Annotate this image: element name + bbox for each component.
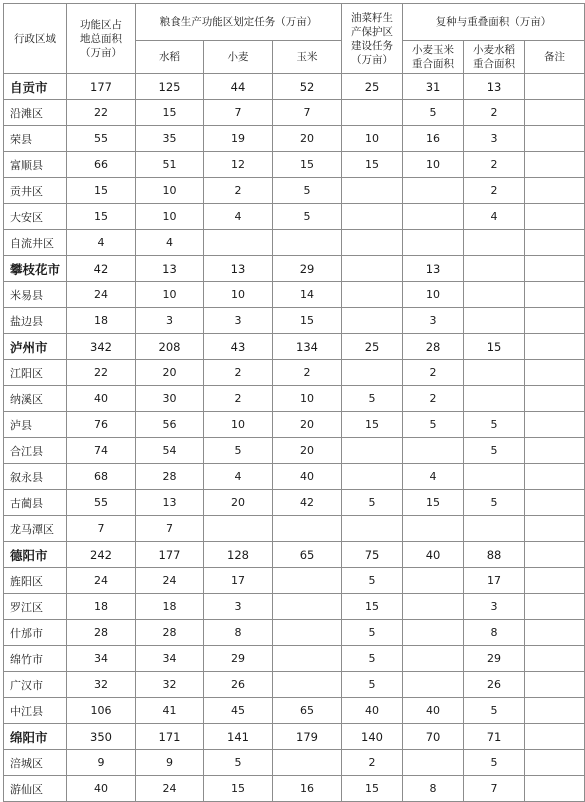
city-row <box>4 542 585 568</box>
rice-cell: 51 <box>136 152 204 178</box>
remarks-cell <box>525 152 585 178</box>
corn-cell <box>273 646 342 672</box>
remarks-cell <box>525 256 585 282</box>
rapeseed-cell: 2 <box>342 750 403 776</box>
wheat-cell: 2 <box>204 360 273 386</box>
header-overlap-group: 复种与重叠面积（万亩） <box>403 4 585 41</box>
table-row <box>4 516 585 542</box>
remarks-cell <box>525 620 585 646</box>
wheat-cell: 3 <box>204 594 273 620</box>
wheat-rice-overlap-cell: 4 <box>464 204 525 230</box>
table-row <box>4 282 585 308</box>
total-area-cell: 40 <box>67 776 136 802</box>
table-row <box>4 386 585 412</box>
table-row <box>4 750 585 776</box>
table-row <box>4 178 585 204</box>
header-corn: 玉米 <box>273 41 342 74</box>
wheat-corn-overlap-cell <box>403 672 464 698</box>
total-area-cell: 18 <box>67 308 136 334</box>
corn-cell: 15 <box>273 308 342 334</box>
region-cell: 自流井区 <box>4 230 67 256</box>
wheat-rice-overlap-cell: 26 <box>464 672 525 698</box>
wheat-cell: 141 <box>204 724 273 750</box>
table-row <box>4 152 585 178</box>
corn-cell <box>273 568 342 594</box>
rice-cell: 125 <box>136 74 204 100</box>
corn-cell: 40 <box>273 464 342 490</box>
wheat-cell: 17 <box>204 568 273 594</box>
remarks-cell <box>525 386 585 412</box>
remarks-cell <box>525 724 585 750</box>
rice-cell: 9 <box>136 750 204 776</box>
wheat-rice-overlap-cell: 13 <box>464 74 525 100</box>
rice-cell: 13 <box>136 256 204 282</box>
wheat-cell: 7 <box>204 100 273 126</box>
wheat-corn-overlap-cell <box>403 516 464 542</box>
wheat-rice-overlap-cell: 5 <box>464 438 525 464</box>
header-region: 行政区域 <box>4 4 67 74</box>
region-cell: 沿滩区 <box>4 100 67 126</box>
region-cell: 什邡市 <box>4 620 67 646</box>
table-row <box>4 568 585 594</box>
corn-cell: 42 <box>273 490 342 516</box>
total-area-cell: 68 <box>67 464 136 490</box>
total-area-cell: 28 <box>67 620 136 646</box>
region-cell: 泸县 <box>4 412 67 438</box>
table-row <box>4 620 585 646</box>
wheat-cell <box>204 230 273 256</box>
region-cell: 富顺县 <box>4 152 67 178</box>
wheat-corn-overlap-cell: 5 <box>403 412 464 438</box>
wheat-corn-overlap-cell <box>403 178 464 204</box>
rice-cell: 28 <box>136 464 204 490</box>
total-area-cell: 24 <box>67 568 136 594</box>
wheat-rice-overlap-cell: 17 <box>464 568 525 594</box>
total-area-cell: 34 <box>67 646 136 672</box>
wheat-corn-overlap-cell: 4 <box>403 464 464 490</box>
rapeseed-cell <box>342 256 403 282</box>
rapeseed-cell <box>342 100 403 126</box>
rapeseed-cell: 5 <box>342 646 403 672</box>
grain-function-zone-table <box>3 3 585 802</box>
rapeseed-cell: 75 <box>342 542 403 568</box>
remarks-cell <box>525 412 585 438</box>
remarks-cell <box>525 776 585 802</box>
wheat-rice-overlap-cell <box>464 386 525 412</box>
rapeseed-cell: 15 <box>342 594 403 620</box>
total-area-cell: 32 <box>67 672 136 698</box>
wheat-corn-overlap-cell <box>403 750 464 776</box>
region-cell: 叙永县 <box>4 464 67 490</box>
header-rice: 水稻 <box>136 41 204 74</box>
wheat-cell: 128 <box>204 542 273 568</box>
region-cell: 古蔺县 <box>4 490 67 516</box>
total-area-cell: 4 <box>67 230 136 256</box>
header-remarks: 备注 <box>525 41 585 74</box>
rice-cell: 10 <box>136 282 204 308</box>
table-row <box>4 204 585 230</box>
corn-cell: 5 <box>273 204 342 230</box>
rapeseed-cell <box>342 360 403 386</box>
rice-cell: 208 <box>136 334 204 360</box>
total-area-cell: 15 <box>67 178 136 204</box>
region-cell: 盐边县 <box>4 308 67 334</box>
remarks-cell <box>525 646 585 672</box>
remarks-cell <box>525 698 585 724</box>
wheat-rice-overlap-cell: 2 <box>464 152 525 178</box>
total-area-cell: 24 <box>67 282 136 308</box>
rapeseed-cell: 15 <box>342 776 403 802</box>
total-area-cell: 177 <box>67 74 136 100</box>
header-wheat-rice-overlap: 小麦水稻 重合面积 <box>464 41 525 74</box>
wheat-corn-overlap-cell: 13 <box>403 256 464 282</box>
region-cell: 涪城区 <box>4 750 67 776</box>
total-area-cell: 76 <box>67 412 136 438</box>
rapeseed-cell <box>342 464 403 490</box>
corn-cell <box>273 750 342 776</box>
rice-cell: 54 <box>136 438 204 464</box>
wheat-corn-overlap-cell <box>403 568 464 594</box>
rapeseed-cell: 15 <box>342 152 403 178</box>
total-area-cell: 18 <box>67 594 136 620</box>
region-cell: 绵竹市 <box>4 646 67 672</box>
corn-cell: 29 <box>273 256 342 282</box>
table-row <box>4 776 585 802</box>
corn-cell <box>273 516 342 542</box>
wheat-rice-overlap-cell: 88 <box>464 542 525 568</box>
table-body <box>4 74 585 802</box>
rice-cell: 24 <box>136 568 204 594</box>
corn-cell: 179 <box>273 724 342 750</box>
wheat-corn-overlap-cell: 28 <box>403 334 464 360</box>
wheat-cell: 15 <box>204 776 273 802</box>
total-area-cell: 55 <box>67 490 136 516</box>
city-row <box>4 334 585 360</box>
wheat-rice-overlap-cell <box>464 464 525 490</box>
wheat-cell: 26 <box>204 672 273 698</box>
region-cell: 纳溪区 <box>4 386 67 412</box>
rapeseed-cell: 5 <box>342 568 403 594</box>
wheat-cell: 13 <box>204 256 273 282</box>
rice-cell: 20 <box>136 360 204 386</box>
corn-cell: 65 <box>273 698 342 724</box>
wheat-cell: 5 <box>204 438 273 464</box>
remarks-cell <box>525 464 585 490</box>
wheat-cell: 12 <box>204 152 273 178</box>
wheat-corn-overlap-cell: 40 <box>403 698 464 724</box>
wheat-cell: 43 <box>204 334 273 360</box>
wheat-corn-overlap-cell: 3 <box>403 308 464 334</box>
wheat-cell: 8 <box>204 620 273 646</box>
rapeseed-cell: 10 <box>342 126 403 152</box>
rice-cell: 56 <box>136 412 204 438</box>
region-cell: 攀枝花市 <box>4 256 67 282</box>
rapeseed-cell <box>342 308 403 334</box>
corn-cell: 2 <box>273 360 342 386</box>
corn-cell: 7 <box>273 100 342 126</box>
corn-cell: 5 <box>273 178 342 204</box>
wheat-cell: 2 <box>204 178 273 204</box>
total-area-cell: 74 <box>67 438 136 464</box>
rapeseed-cell <box>342 204 403 230</box>
remarks-cell <box>525 334 585 360</box>
wheat-rice-overlap-cell <box>464 230 525 256</box>
corn-cell: 134 <box>273 334 342 360</box>
region-cell: 贡井区 <box>4 178 67 204</box>
wheat-cell: 29 <box>204 646 273 672</box>
wheat-corn-overlap-cell: 15 <box>403 490 464 516</box>
region-cell: 合江县 <box>4 438 67 464</box>
rapeseed-cell: 25 <box>342 334 403 360</box>
wheat-corn-overlap-cell: 8 <box>403 776 464 802</box>
wheat-cell: 3 <box>204 308 273 334</box>
header-wheat: 小麦 <box>204 41 273 74</box>
corn-cell <box>273 620 342 646</box>
rapeseed-cell: 140 <box>342 724 403 750</box>
total-area-cell: 66 <box>67 152 136 178</box>
remarks-cell <box>525 230 585 256</box>
total-area-cell: 106 <box>67 698 136 724</box>
rapeseed-cell <box>342 516 403 542</box>
remarks-cell <box>525 438 585 464</box>
region-cell: 龙马潭区 <box>4 516 67 542</box>
corn-cell: 10 <box>273 386 342 412</box>
remarks-cell <box>525 568 585 594</box>
rice-cell: 35 <box>136 126 204 152</box>
city-row <box>4 74 585 100</box>
header-wheat-corn-overlap: 小麦玉米 重合面积 <box>403 41 464 74</box>
city-row <box>4 724 585 750</box>
wheat-corn-overlap-cell <box>403 230 464 256</box>
wheat-cell: 2 <box>204 386 273 412</box>
total-area-cell: 22 <box>67 100 136 126</box>
wheat-corn-overlap-cell: 31 <box>403 74 464 100</box>
total-area-cell: 350 <box>67 724 136 750</box>
total-area-cell: 15 <box>67 204 136 230</box>
rice-cell: 34 <box>136 646 204 672</box>
rapeseed-cell <box>342 282 403 308</box>
corn-cell: 16 <box>273 776 342 802</box>
region-cell: 米易县 <box>4 282 67 308</box>
wheat-rice-overlap-cell <box>464 282 525 308</box>
wheat-cell: 5 <box>204 750 273 776</box>
wheat-rice-overlap-cell: 2 <box>464 178 525 204</box>
rapeseed-cell: 25 <box>342 74 403 100</box>
region-cell: 泸州市 <box>4 334 67 360</box>
rice-cell: 3 <box>136 308 204 334</box>
table-row <box>4 594 585 620</box>
wheat-cell <box>204 516 273 542</box>
rice-cell: 171 <box>136 724 204 750</box>
remarks-cell <box>525 516 585 542</box>
corn-cell <box>273 594 342 620</box>
region-cell: 自贡市 <box>4 74 67 100</box>
wheat-rice-overlap-cell <box>464 516 525 542</box>
table-row <box>4 672 585 698</box>
wheat-corn-overlap-cell: 40 <box>403 542 464 568</box>
table-row <box>4 438 585 464</box>
total-area-cell: 22 <box>67 360 136 386</box>
wheat-rice-overlap-cell: 15 <box>464 334 525 360</box>
rapeseed-cell: 5 <box>342 490 403 516</box>
region-cell: 中江县 <box>4 698 67 724</box>
wheat-cell: 19 <box>204 126 273 152</box>
remarks-cell <box>525 282 585 308</box>
total-area-cell: 42 <box>67 256 136 282</box>
wheat-rice-overlap-cell: 5 <box>464 490 525 516</box>
rice-cell: 30 <box>136 386 204 412</box>
rice-cell: 18 <box>136 594 204 620</box>
wheat-cell: 10 <box>204 412 273 438</box>
region-cell: 德阳市 <box>4 542 67 568</box>
header-rapeseed: 油菜籽生 产保护区 建设任务 （万亩） <box>342 4 403 74</box>
corn-cell: 14 <box>273 282 342 308</box>
wheat-rice-overlap-cell: 71 <box>464 724 525 750</box>
corn-cell: 15 <box>273 152 342 178</box>
region-cell: 荣县 <box>4 126 67 152</box>
rapeseed-cell <box>342 230 403 256</box>
region-cell: 罗江区 <box>4 594 67 620</box>
region-cell: 大安区 <box>4 204 67 230</box>
total-area-cell: 242 <box>67 542 136 568</box>
wheat-corn-overlap-cell <box>403 620 464 646</box>
wheat-rice-overlap-cell: 29 <box>464 646 525 672</box>
wheat-rice-overlap-cell: 5 <box>464 412 525 438</box>
region-cell: 绵阳市 <box>4 724 67 750</box>
header-total-area: 功能区占 地总面积 （万亩） <box>67 4 136 74</box>
rice-cell: 4 <box>136 230 204 256</box>
wheat-corn-overlap-cell <box>403 594 464 620</box>
rice-cell: 10 <box>136 204 204 230</box>
rapeseed-cell <box>342 438 403 464</box>
remarks-cell <box>525 100 585 126</box>
wheat-corn-overlap-cell: 16 <box>403 126 464 152</box>
rapeseed-cell: 15 <box>342 412 403 438</box>
remarks-cell <box>525 360 585 386</box>
wheat-rice-overlap-cell: 5 <box>464 750 525 776</box>
rice-cell: 7 <box>136 516 204 542</box>
wheat-cell: 45 <box>204 698 273 724</box>
corn-cell: 52 <box>273 74 342 100</box>
table-row <box>4 490 585 516</box>
table-row <box>4 412 585 438</box>
remarks-cell <box>525 74 585 100</box>
wheat-rice-overlap-cell <box>464 256 525 282</box>
remarks-cell <box>525 594 585 620</box>
rapeseed-cell <box>342 178 403 204</box>
rapeseed-cell: 5 <box>342 672 403 698</box>
table-row <box>4 360 585 386</box>
wheat-corn-overlap-cell <box>403 438 464 464</box>
wheat-corn-overlap-cell: 2 <box>403 386 464 412</box>
region-cell: 旌阳区 <box>4 568 67 594</box>
wheat-cell: 20 <box>204 490 273 516</box>
remarks-cell <box>525 178 585 204</box>
rice-cell: 10 <box>136 178 204 204</box>
wheat-rice-overlap-cell: 3 <box>464 126 525 152</box>
wheat-rice-overlap-cell <box>464 360 525 386</box>
table-row <box>4 126 585 152</box>
wheat-cell: 4 <box>204 464 273 490</box>
rapeseed-cell: 5 <box>342 386 403 412</box>
wheat-corn-overlap-cell: 10 <box>403 152 464 178</box>
remarks-cell <box>525 204 585 230</box>
wheat-corn-overlap-cell: 5 <box>403 100 464 126</box>
rice-cell: 24 <box>136 776 204 802</box>
remarks-cell <box>525 126 585 152</box>
total-area-cell: 342 <box>67 334 136 360</box>
table-row <box>4 646 585 672</box>
table-row <box>4 464 585 490</box>
wheat-cell: 4 <box>204 204 273 230</box>
total-area-cell: 55 <box>67 126 136 152</box>
corn-cell: 20 <box>273 438 342 464</box>
city-row <box>4 256 585 282</box>
wheat-rice-overlap-cell: 7 <box>464 776 525 802</box>
total-area-cell: 7 <box>67 516 136 542</box>
remarks-cell <box>525 672 585 698</box>
table-row <box>4 100 585 126</box>
total-area-cell: 40 <box>67 386 136 412</box>
rice-cell: 41 <box>136 698 204 724</box>
header-grain-group: 粮食生产功能区划定任务（万亩） <box>136 4 342 41</box>
table-wrapper <box>3 3 585 802</box>
wheat-rice-overlap-cell: 3 <box>464 594 525 620</box>
total-area-cell: 9 <box>67 750 136 776</box>
region-cell: 广汉市 <box>4 672 67 698</box>
corn-cell: 65 <box>273 542 342 568</box>
remarks-cell <box>525 750 585 776</box>
wheat-corn-overlap-cell: 70 <box>403 724 464 750</box>
corn-cell: 20 <box>273 412 342 438</box>
rapeseed-cell: 5 <box>342 620 403 646</box>
rice-cell: 28 <box>136 620 204 646</box>
table-row <box>4 230 585 256</box>
region-cell: 游仙区 <box>4 776 67 802</box>
region-cell: 江阳区 <box>4 360 67 386</box>
rice-cell: 15 <box>136 100 204 126</box>
rice-cell: 13 <box>136 490 204 516</box>
rice-cell: 177 <box>136 542 204 568</box>
wheat-cell: 44 <box>204 74 273 100</box>
wheat-corn-overlap-cell <box>403 646 464 672</box>
corn-cell <box>273 230 342 256</box>
table-row <box>4 308 585 334</box>
wheat-rice-overlap-cell: 2 <box>464 100 525 126</box>
table-row <box>4 698 585 724</box>
rice-cell: 32 <box>136 672 204 698</box>
wheat-rice-overlap-cell <box>464 308 525 334</box>
wheat-rice-overlap-cell: 5 <box>464 698 525 724</box>
wheat-corn-overlap-cell: 2 <box>403 360 464 386</box>
corn-cell: 20 <box>273 126 342 152</box>
corn-cell <box>273 672 342 698</box>
wheat-corn-overlap-cell: 10 <box>403 282 464 308</box>
remarks-cell <box>525 542 585 568</box>
wheat-corn-overlap-cell <box>403 204 464 230</box>
wheat-rice-overlap-cell: 8 <box>464 620 525 646</box>
remarks-cell <box>525 308 585 334</box>
wheat-cell: 10 <box>204 282 273 308</box>
remarks-cell <box>525 490 585 516</box>
rapeseed-cell: 40 <box>342 698 403 724</box>
